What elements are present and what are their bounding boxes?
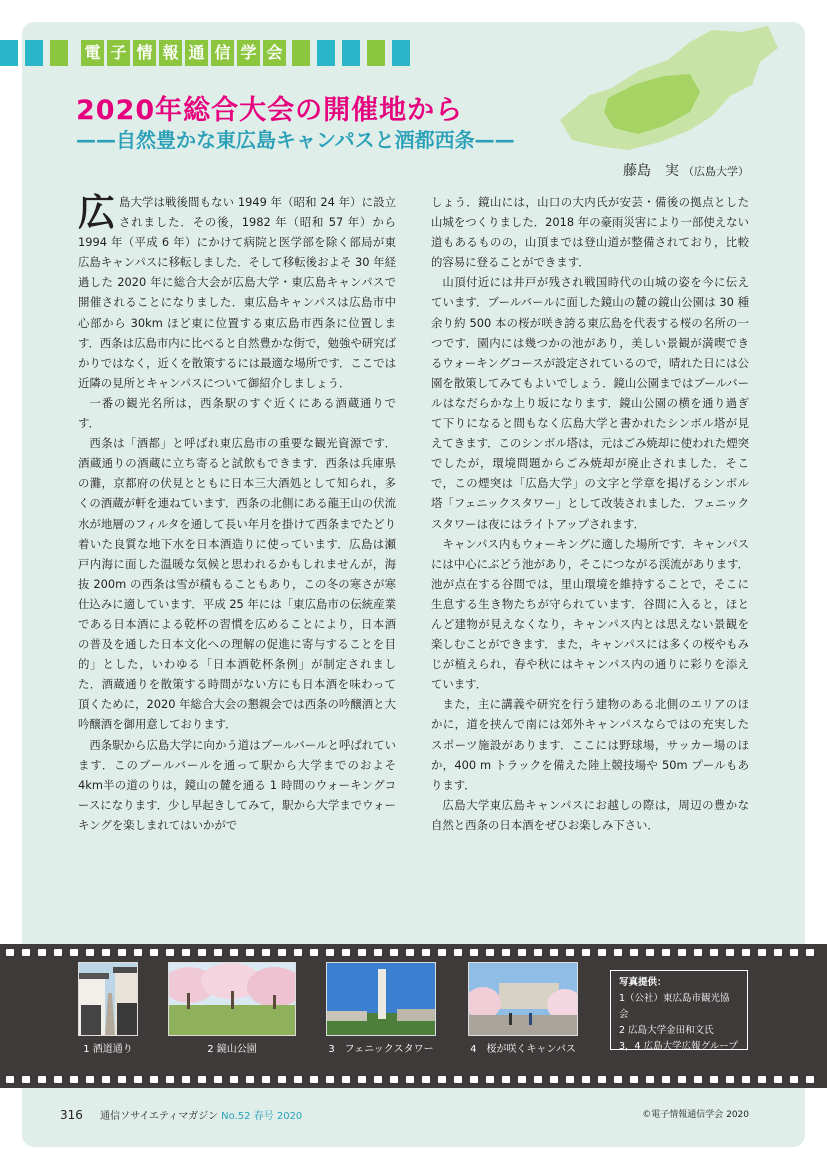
film-perforation <box>486 949 494 956</box>
film-perforation <box>86 949 94 956</box>
magazine-name: 通信ソサイエティマガジン <box>100 1111 218 1122</box>
credit-line: 2 広島大学金田和文氏 <box>619 1025 714 1036</box>
film-perforation <box>550 1076 558 1083</box>
body-paragraph: 山頂付近には井戸が残され戦国時代の山城の姿を今に伝えています．ブールバールに面した鏡山の麓の鏡山公園は 30 種余り約 500 本の桜が咲き誇る東広島を代表する桜の名所の一つです．園内には幾つかの池があり，美しい景観が満喫できるウォーキングコースが設定されているので，晴れた日には公園を散策してみてもよいでしょう．鏡山公園まではブールバールはなだらかな上り坂になります．鏡山公園の横を通り過ぎて下りになると間もなく広島大学と書かれたシンボル塔が見えてきます．このシンボル塔は，元はごみ焼却に使われた煙突でしたが，環境問題からごみ焼却が廃止されました．そこで，この煙突は「広島大学」の文字と学章を掲げるシンボル塔「フェニックスタワー」として改装されました．フェニックスタワーは夜にはライトアップされます． <box>431 275 749 531</box>
film-perforation <box>6 949 14 956</box>
header-square <box>367 40 385 66</box>
photo-caption: 3 フェニックスタワー <box>328 1044 434 1055</box>
film-perforation <box>38 1076 46 1083</box>
photo-phoenix-tower <box>326 962 436 1036</box>
header-square <box>292 40 310 66</box>
society-char: 子 <box>107 40 130 66</box>
society-char: 通 <box>185 40 208 66</box>
film-perforation <box>6 1076 14 1083</box>
credits-title: 写真提供： <box>619 977 667 988</box>
body-paragraph: また，主に講義や研究を行う建物のある北側のエリアのほかに，道を挟んで南には郊外キャンパスならではの充実したスポーツ施設があります．ここには野球場，サッカー場のほか，400 m トラックを備えた陸上競技場や 50m プールもあります． <box>431 697 749 792</box>
film-perforation <box>550 949 558 956</box>
film-perforation <box>166 1076 174 1083</box>
film-perforation <box>310 1076 318 1083</box>
issue-number: No.52 <box>221 1111 251 1122</box>
film-perforation <box>182 1076 190 1083</box>
film-perforation <box>118 949 126 956</box>
film-perforation <box>678 949 686 956</box>
film-perforation <box>694 1076 702 1083</box>
film-perforation <box>278 1076 286 1083</box>
film-perforation <box>406 1076 414 1083</box>
film-perforations-bottom <box>0 1076 827 1086</box>
film-perforation <box>310 949 318 956</box>
film-perforation <box>566 949 574 956</box>
film-perforation <box>774 1076 782 1083</box>
society-char: 情 <box>133 40 156 66</box>
film-perforation <box>326 1076 334 1083</box>
body-column-left <box>78 192 396 835</box>
film-perforation <box>374 1076 382 1083</box>
film-perforation <box>582 949 590 956</box>
society-char: 会 <box>263 40 286 66</box>
film-perforation <box>726 949 734 956</box>
film-perforation <box>294 949 302 956</box>
film-perforation <box>22 1076 30 1083</box>
film-perforation <box>646 949 654 956</box>
header-square <box>50 40 68 66</box>
film-perforation <box>678 1076 686 1083</box>
film-perforation <box>326 949 334 956</box>
body-paragraph: 西条は「酒都」と呼ばれ東広島市の重要な観光資源です．酒蔵通りの酒蔵に立ち寄ると試飲もできます．西条は兵庫県の灘，京都府の伏見とともに日本三大酒処として知られ，多くの酒蔵が軒を連ねています．西条の北側にある龍王山の伏流水が地層のフィルタを通して長い年月を掛けて西条までたどり着いた良質な地下水を日本酒造りに使っています．広島は瀬戸内海に面した温暖な気候と思われるかもしれませんが，海抜 200m の西条は雪が積もることもあり，この冬の寒さが寒仕込みに適しています．平成 25 年には「東広島市の伝統産業である日本酒による乾杯の習慣を広めることにより，日本酒の普及を通した日本文化への理解の促進に寄与することを目的」とした，いわゆる「日本酒乾杯条例」が制定されました．酒蔵通りを散策する時間がない方にも日本酒を味わって頂くために，2020 年総合大会の懇親会では西条の吟醸酒と大吟醸酒を御用意しております． <box>78 436 396 732</box>
film-perforation <box>390 949 398 956</box>
film-perforation <box>38 949 46 956</box>
film-perforation <box>598 1076 606 1083</box>
film-perforation <box>358 949 366 956</box>
film-perforation <box>198 949 206 956</box>
film-perforation <box>134 949 142 956</box>
header-square <box>392 40 410 66</box>
film-perforations-top <box>0 949 827 959</box>
body-column-right <box>431 192 749 835</box>
film-perforation <box>630 949 638 956</box>
paragraph-text: 島大学は戦後間もない 1949 年（昭和 24 年）に設立されました．その後，1982 年（昭和 57 年）から 1994 年（平成 6 年）にかけて病院と医学部を除く部局が東広島キャンパスに移転しました．そして移転後およそ 30 年経過した 2020 年に総合大会が広島大学・東広島キャンパスで開催されることになりました．東広島キャンパスは広島市中心部から 30km ほど東に位置する東広島市西条に位置します．西条は広島市内に比べると自然豊かな街で，勉強や研究ばかりではなく，近くを散策するには最適な場所です．ここでは近隣の見所とキャンパスについて御紹介しましょう． <box>78 195 396 390</box>
film-perforation <box>806 949 814 956</box>
film-perforation <box>390 1076 398 1083</box>
film-perforation <box>502 1076 510 1083</box>
film-perforation <box>790 949 798 956</box>
film-perforation <box>470 1076 478 1083</box>
page-number: 316 <box>60 1108 83 1122</box>
film-perforation <box>694 949 702 956</box>
photo-credits <box>610 970 748 1050</box>
society-char: 信 <box>211 40 234 66</box>
society-name <box>81 40 286 66</box>
film-perforation <box>198 1076 206 1083</box>
author-affiliation: （広島大学） <box>683 165 749 178</box>
header-square <box>25 40 43 66</box>
film-perforation <box>422 949 430 956</box>
header-square <box>0 40 18 66</box>
film-perforation <box>598 949 606 956</box>
film-perforation <box>742 1076 750 1083</box>
film-perforation <box>70 1076 78 1083</box>
film-perforation <box>758 949 766 956</box>
film-perforation <box>102 1076 110 1083</box>
body-paragraph: 一番の観光名所は，西条駅のすぐ近くにある酒蔵通りです． <box>78 395 396 431</box>
film-perforation <box>662 949 670 956</box>
film-perforation <box>614 949 622 956</box>
film-perforation <box>246 1076 254 1083</box>
film-perforation <box>262 949 270 956</box>
body-paragraph: キャンパス内もウォーキングに適した場所です．キャンパスには中心にぶどう池があり，そこにつながる渓流があります．池が点在する谷間では，里山環境を維持することで，そこに生息する生き物たちが守られています．谷間に入ると，ほとんど建物が見えなくなり，キャンパス内とは思えない景観を楽しむことができます．また，キャンパスには多くの桜やもみじが植えられ，春や秋にはキャンパス内の通りに彩りを添えています． <box>431 536 749 692</box>
film-perforation <box>374 949 382 956</box>
dropcap: 広 <box>78 191 115 234</box>
film-perforation <box>662 1076 670 1083</box>
photo-caption: 2 鏡山公園 <box>207 1044 257 1055</box>
film-perforation <box>454 1076 462 1083</box>
film-perforation <box>294 1076 302 1083</box>
film-perforation <box>230 949 238 956</box>
body-paragraph: 西条駅から広島大学に向かう道はブールバールと呼ばれています．このブールバールを通って駅から大学までのおよそ 4km半の道のりは，鏡山の麓を通る 1 時間のウォーキングコースになります．少し早起きしてみて，駅から大学までウォーキングを楽しまれてはいかがで <box>78 737 396 832</box>
film-perforation <box>358 1076 366 1083</box>
footer-left <box>60 1107 302 1122</box>
film-perforation <box>758 1076 766 1083</box>
film-perforation <box>342 949 350 956</box>
film-perforation <box>422 1076 430 1083</box>
film-perforation <box>166 949 174 956</box>
credit-line: 3，4 広島大学広報グループ <box>619 1041 738 1052</box>
body-paragraph: しょう．鏡山には，山口の大内氏が安芸・備後の拠点とした山城をつくりました．2018 年の豪雨災害により一部使えない道もあるものの，山頂までは登山道が整備されており，比較的容易に登ることができます． <box>431 195 749 270</box>
photo-sake-street <box>78 962 138 1036</box>
film-perforation <box>182 949 190 956</box>
photo-kagamiyama-park <box>168 962 296 1036</box>
film-perforation <box>774 949 782 956</box>
film-perforation <box>454 949 462 956</box>
film-perforation <box>70 949 78 956</box>
film-perforation <box>118 1076 126 1083</box>
film-perforation <box>214 949 222 956</box>
credit-line: 1（公社）東広島市観光協会 <box>619 993 730 1020</box>
film-perforation <box>278 949 286 956</box>
film-perforation <box>710 1076 718 1083</box>
film-perforation <box>710 949 718 956</box>
film-perforation <box>534 949 542 956</box>
photo-1 <box>78 962 138 1055</box>
film-perforation <box>726 1076 734 1083</box>
film-perforation <box>614 1076 622 1083</box>
header-square <box>317 40 335 66</box>
film-perforation <box>246 949 254 956</box>
film-perforation <box>630 1076 638 1083</box>
film-perforation <box>150 949 158 956</box>
issue-season: 春号 <box>253 1111 274 1122</box>
film-perforation <box>534 1076 542 1083</box>
article-title: 2020年総合大会の開催地から <box>76 95 464 126</box>
film-perforation <box>470 949 478 956</box>
film-perforation <box>566 1076 574 1083</box>
film-perforation <box>54 949 62 956</box>
film-perforation <box>646 1076 654 1083</box>
film-perforation <box>342 1076 350 1083</box>
film-perforation <box>582 1076 590 1083</box>
photo-filmstrip <box>0 944 827 1088</box>
author-line <box>623 160 749 180</box>
society-char: 電 <box>81 40 104 66</box>
film-perforation <box>438 949 446 956</box>
photo-campus-cherry <box>468 962 578 1036</box>
society-char: 学 <box>237 40 260 66</box>
author-name: 藤島 実 <box>623 163 679 179</box>
film-perforation <box>102 949 110 956</box>
society-header-bar <box>0 40 417 66</box>
photo-caption: 1 酒道通り <box>83 1044 133 1055</box>
body-paragraph <box>78 192 396 393</box>
film-perforation <box>742 949 750 956</box>
film-perforation <box>518 949 526 956</box>
film-perforation <box>86 1076 94 1083</box>
film-perforation <box>790 1076 798 1083</box>
photo-4 <box>468 962 578 1055</box>
photo-3 <box>326 962 436 1055</box>
film-perforation <box>134 1076 142 1083</box>
article-subtitle: ——自然豊かな東広島キャンパスと酒都西条—— <box>76 128 515 152</box>
film-perforation <box>502 949 510 956</box>
film-perforation <box>54 1076 62 1083</box>
film-perforation <box>214 1076 222 1083</box>
copyright: ©電子情報通信学会 2020 <box>642 1110 749 1120</box>
society-char: 報 <box>159 40 182 66</box>
issue-year: 2020 <box>276 1111 303 1122</box>
film-perforation <box>438 1076 446 1083</box>
film-perforation <box>406 949 414 956</box>
body-paragraph: 広島大学東広島キャンパスにお越しの際は，周辺の豊かな自然と西条の日本酒をぜひお楽しみ下さい． <box>431 797 749 832</box>
film-perforation <box>486 1076 494 1083</box>
film-perforation <box>150 1076 158 1083</box>
header-square <box>342 40 360 66</box>
film-perforation <box>230 1076 238 1083</box>
photo-caption: 4 桜が咲くキャンパス <box>470 1044 576 1055</box>
film-perforation <box>22 949 30 956</box>
film-perforation <box>262 1076 270 1083</box>
film-perforation <box>518 1076 526 1083</box>
film-perforation <box>806 1076 814 1083</box>
photo-2 <box>168 962 296 1055</box>
